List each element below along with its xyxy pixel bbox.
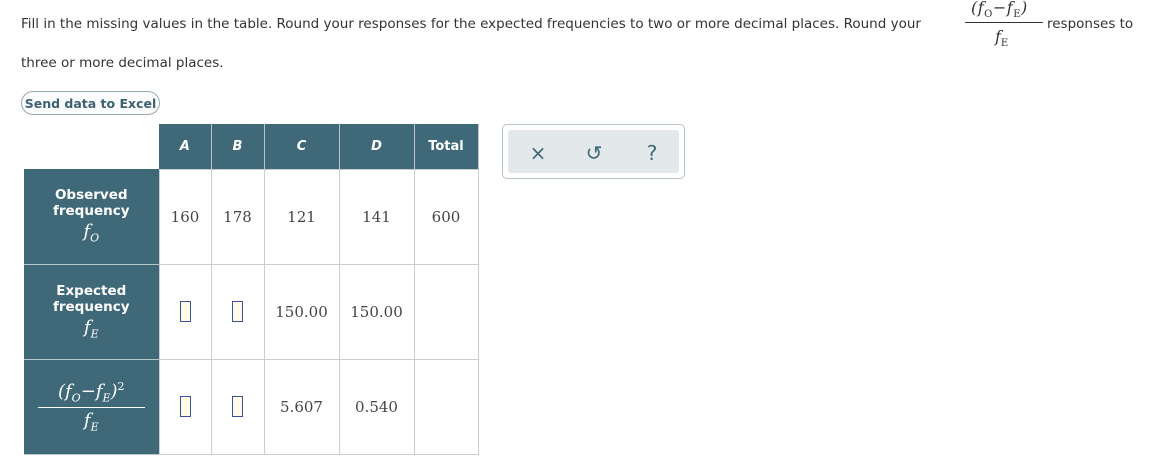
send-to-excel-button[interactable]: Send data to Excel <box>21 91 160 115</box>
row-label-expected <box>24 264 159 359</box>
row-label-observed <box>24 169 159 264</box>
help-icon[interactable]: ? <box>646 141 658 165</box>
expected-a-input[interactable] <box>180 301 191 322</box>
table-row <box>24 359 478 454</box>
instruction-text-1: Fill in the missing values in the table. Round your responses for the expected frequencies to two or more decimal places. Round your <box>21 16 921 32</box>
undo-icon[interactable]: ↺ <box>585 141 603 165</box>
cell-expected-c: 150.00 <box>264 264 339 359</box>
cell-chi-d: 0.540 <box>339 359 414 454</box>
cell-observed-a: 160 <box>159 169 211 264</box>
expected-b-input[interactable] <box>232 301 243 322</box>
instruction-text-3: three or more decimal places. <box>21 55 224 71</box>
column-header-a: A <box>159 124 211 169</box>
cell-observed-b: 178 <box>211 169 264 264</box>
cell-expected-b <box>211 264 264 359</box>
cell-observed-d: 141 <box>339 169 414 264</box>
column-header-c: C <box>264 124 339 169</box>
cell-chi-a <box>159 359 211 454</box>
column-header-total: Total <box>414 124 478 169</box>
cell-expected-total <box>414 264 478 359</box>
row-label-chi-term <box>24 359 159 454</box>
cell-chi-b <box>211 359 264 454</box>
row-label-text: Observed frequency <box>52 187 130 220</box>
table-row <box>24 169 478 264</box>
table-row <box>24 264 478 359</box>
column-header-d: D <box>339 124 414 169</box>
chi-square-fraction: $(f_O-f_E)$ $f_E$ <box>965 0 1043 52</box>
chi-b-input[interactable] <box>232 396 243 417</box>
clear-icon[interactable]: × <box>529 141 547 165</box>
chi-term-fraction: $(f_O-f_E)^2$ $f_E$ <box>24 380 159 433</box>
row-label-text: Expected frequency <box>52 282 130 315</box>
column-header-b: B <box>211 124 264 169</box>
answer-toolbox <box>502 124 685 179</box>
cell-expected-a <box>159 264 211 359</box>
cell-chi-total <box>414 359 478 454</box>
cell-observed-total: 600 <box>414 169 478 264</box>
cell-observed-c: 121 <box>264 169 339 264</box>
toolbox-panel <box>508 130 679 173</box>
frequency-table <box>24 124 479 455</box>
expected-symbol: $f_E$ <box>83 316 99 341</box>
instruction-text-2: responses to <box>1047 16 1134 32</box>
observed-symbol: $f_O$ <box>83 221 100 246</box>
chi-a-input[interactable] <box>180 396 191 417</box>
cell-chi-c: 5.607 <box>264 359 339 454</box>
cell-expected-d: 150.00 <box>339 264 414 359</box>
